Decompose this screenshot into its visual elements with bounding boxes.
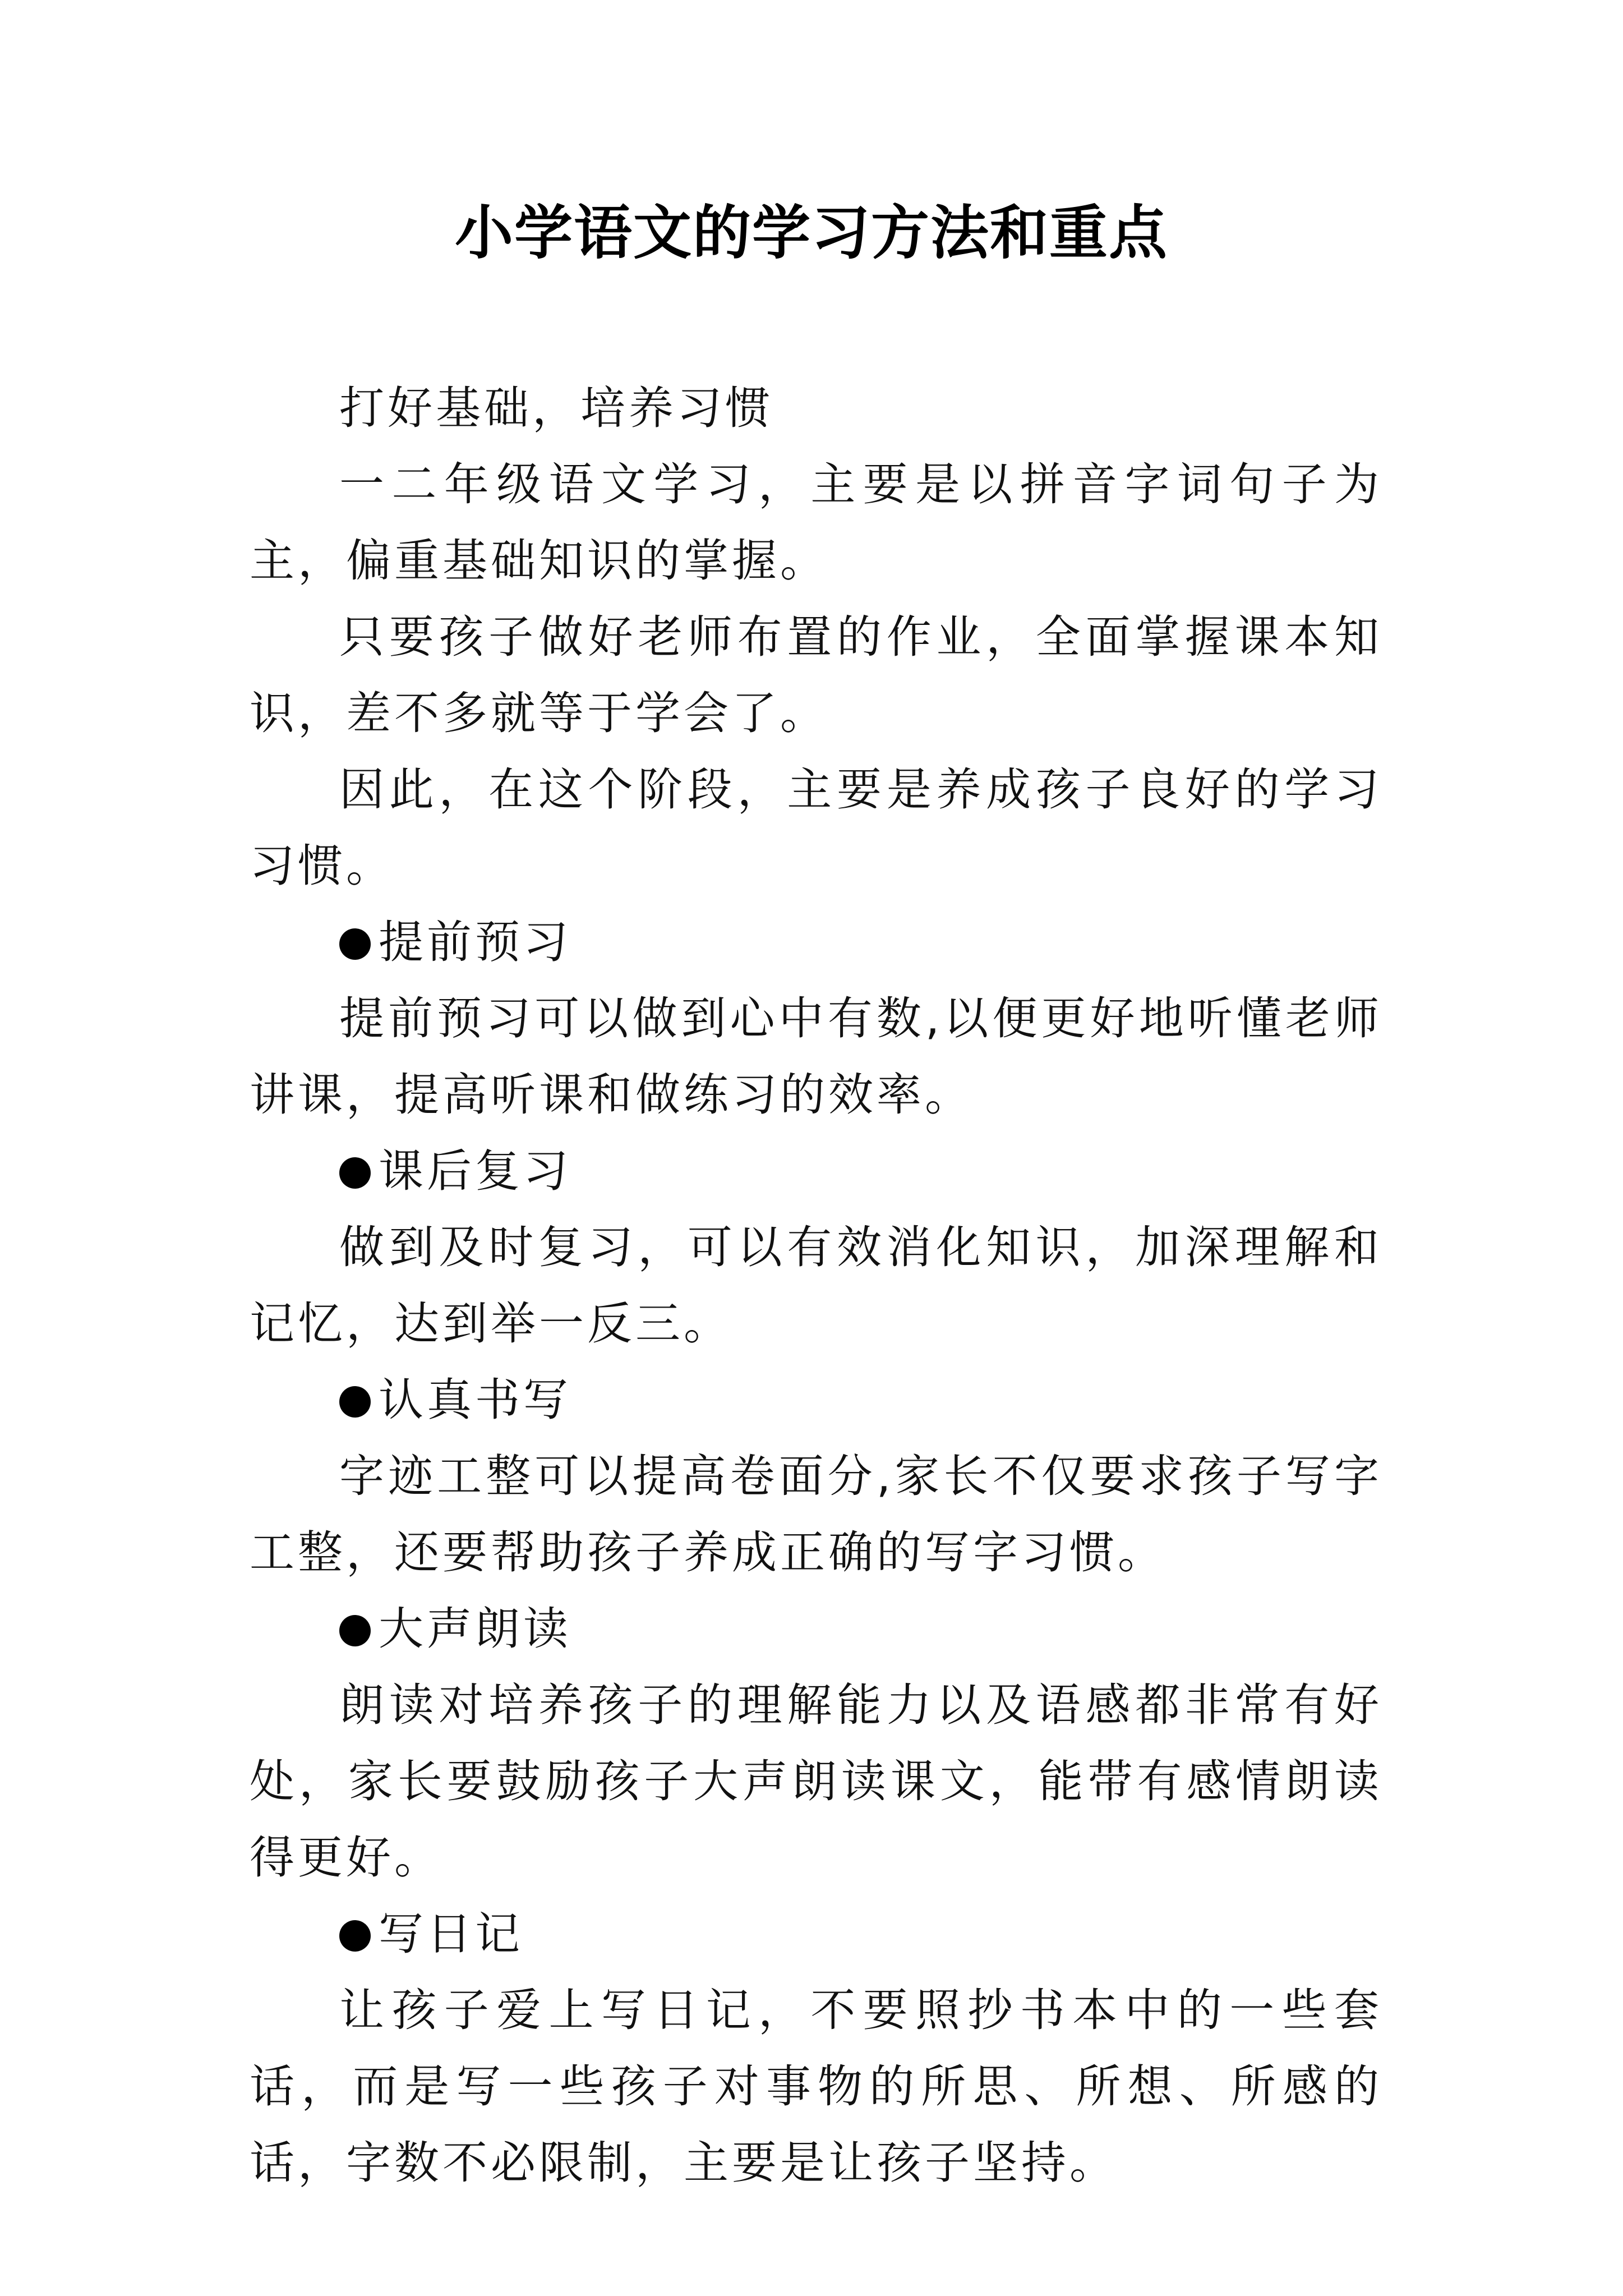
section-text-writing: 字迹工整可以提高卷面分,家长不仅要求孩子写字工整，还要帮助孩子养成正确的写字习惯。 — [250, 1450, 1382, 1579]
bullet-dot-icon — [339, 1157, 371, 1189]
section-heading-label: 大声朗读 — [379, 1603, 571, 1655]
bullet-dot-icon — [339, 928, 371, 960]
section-heading-writing — [250, 1362, 1382, 1438]
paragraph-2: 只要孩子做好老师布置的作业，全面掌握课本知识，差不多就等于学会了。 — [250, 611, 1382, 739]
paragraph-1: 一二年级语文学习，主要是以拼音字词句子为主，偏重基础知识的掌握。 — [250, 458, 1382, 587]
section-heading-label: 提前预习 — [379, 916, 571, 968]
section-heading-label: 写日记 — [379, 1908, 523, 1960]
section-heading-label: 认真书写 — [379, 1374, 571, 1426]
section-heading-label: 课后复习 — [379, 1145, 571, 1197]
page-title: 小学语文的学习方法和重点 — [454, 198, 1168, 267]
section-text-review: 做到及时复习，可以有效消化知识，加深理解和记忆，达到举一反三。 — [250, 1221, 1382, 1350]
bullet-dot-icon — [339, 1615, 371, 1646]
section-text-reading: 朗读对培养孩子的理解能力以及语感都非常有好处，家长要鼓励孩子大声朗读课文，能带有感情朗读得更好。 — [250, 1679, 1382, 1884]
section-heading-diary — [250, 1896, 1382, 1972]
document-body — [250, 370, 1382, 2201]
intro-heading: 打好基础，培养习惯 — [339, 382, 773, 434]
bullet-dot-icon — [339, 1920, 371, 1952]
section-heading-reading — [250, 1591, 1382, 1667]
section-heading-preview — [250, 904, 1382, 981]
bullet-dot-icon — [339, 1386, 371, 1418]
section-heading-review — [250, 1133, 1382, 1209]
section-text-diary: 让孩子爱上写日记，不要照抄书本中的一些套话，而是写一些孩子对事物的所思、所想、所感的话，字数不必限制，主要是让孩子坚持。 — [250, 1984, 1382, 2189]
section-text-preview: 提前预习可以做到心中有数,以便更好地听懂老师讲课，提高听课和做练习的效率。 — [250, 992, 1382, 1121]
paragraph-3: 因此，在这个阶段，主要是养成孩子良好的学习习惯。 — [250, 763, 1382, 892]
